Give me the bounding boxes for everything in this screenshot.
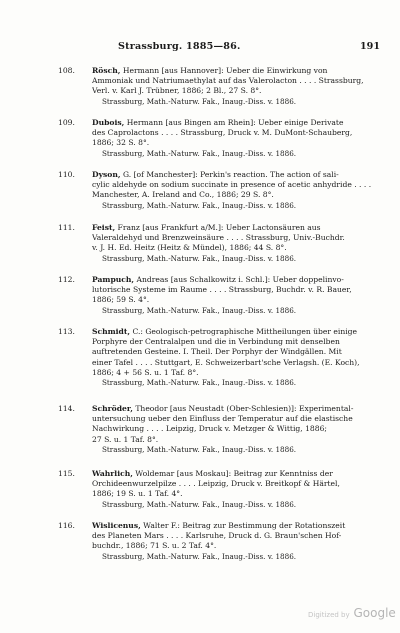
entry-author: Dubois, [92,118,125,127]
entry-title-text: Hermann [aus Hannover]: Ueber die Einwirkung von [122,66,328,75]
dissertation-note: Strassburg, Math.-Naturw. Fak., Inaug.-Diss. v. 1886. [102,444,297,454]
entry-author: Wahrlich, [92,469,133,478]
entry-line [92,404,384,414]
entry-author: Pampuch, [92,275,135,284]
dissertation-note: Strassburg, Math.-Naturw. Fak., Inaug.-Diss. v. 1886. [102,253,297,263]
page-number: 191 [359,41,380,52]
entry-line: 1886; 32 S. 8°. [92,138,150,148]
entry-number: 109. [58,118,75,127]
entry-text [92,170,384,211]
entry-line [92,327,384,337]
entry-line: 1886; 19 S. u. 1 Taf. 4°. [92,489,183,499]
entry-text [92,327,384,388]
entry-text [92,66,384,107]
entry-number: 110. [58,170,75,179]
running-head: Strassburg. 1885—86. [118,41,241,52]
entry-text [92,275,384,316]
entry-title-text: Franz [aus Frankfurt a/M.]: Ueber Lactonsäuren aus [117,223,321,232]
dissertation-note: Strassburg, Math.-Naturw. Fak., Inaug.-Diss. v. 1886. [102,148,297,158]
entry-text [92,118,384,159]
entry-line: v. J. H. Ed. Heitz (Heitz & Mündel), 1886; 44 S. 8°. [92,243,287,253]
google-watermark [308,606,396,620]
entry-author: Wislicenus, [92,521,141,530]
entry-line [92,223,384,233]
entry-text [92,223,384,264]
entry-number: 111. [58,223,75,232]
dissertation-note: Strassburg, Math.-Naturw. Fak., Inaug.-Diss. v. 1886. [102,499,297,509]
entry-line [92,521,384,531]
entry-number: 108. [58,66,75,75]
dissertation-note: Strassburg, Math.-Naturw. Fak., Inaug.-Diss. v. 1886. [102,551,297,561]
dissertation-note: Strassburg, Math.-Naturw. Fak., Inaug.-Diss. v. 1886. [102,378,297,388]
entry-line: untersuchung ueber den Einfluss der Temperatur auf die elastische [92,414,353,424]
entry-line: Orchideenwurzelpilze . . . . Leipzig, Druck v. Breitkopf & Härtel, [92,479,340,489]
entry-line: Verl. v. Karl J. Trübner, 1886; 2 Bl., 27 S. 8°. [92,86,262,96]
entry-line [92,469,384,479]
entry-number: 113. [58,327,75,336]
entry-line: einer Tafel . . . . Stuttgart, E. Schweizerbart'sche Verlagsh. (E. Koch), [92,357,360,367]
entry-text [92,521,384,562]
entry-line [92,170,384,180]
entry-line: des Planeten Mars . . . . Karlsruhe, Druck d. G. Braun'schen Hof- [92,531,342,541]
entry-title-text: G. [of Manchester]: Perkin's reaction. The action of sali- [122,170,339,179]
entry-line: cylic aldehyde on sodium succinate in presence of acetic anhydride . . . . [92,180,372,190]
entry-line: Ammoniak und Natriumaethylat auf das Valerolacton . . . . Strassburg, [92,76,364,86]
entry-title-text: Woldemar [aus Moskau]: Beitrag zur Kenntniss der [135,469,333,478]
entry-line: Nachwirkung . . . . Leipzig, Druck v. Metzger & Wittig, 1886; [92,424,327,434]
entry-line: Valeraldehyd und Brenzweinsäure . . . . Strassburg, Univ.-Buchdr. [92,233,345,243]
dissertation-note: Strassburg, Math.-Naturw. Fak., Inaug.-Diss. v. 1886. [102,305,297,315]
entry-line: Manchester, A. Ireland and Co., 1886; 29 S. 8°. [92,190,274,200]
entry-number: 115. [58,469,75,478]
entry-line [92,66,384,76]
entry-number: 116. [58,521,75,530]
entry-number: 112. [58,275,75,284]
entry-line: auftretenden Gesteine. I. Theil. Der Porphyr der Windgällen. Mit [92,347,342,357]
entry-line [92,118,384,128]
entry-text [92,404,384,455]
entry-line [92,275,384,285]
entry-line: lutorische Systeme im Raume . . . . Strassburg, Buchdr. v. R. Bauer, [92,285,352,295]
entry-title-text: Hermann [aus Bingen am Rhein]: Ueber einige Derivate [126,118,344,127]
entry-line: 1886; 59 S. 4°. [92,295,150,305]
entry-text [92,469,384,510]
entry-author: Feist, [92,223,116,232]
dissertation-note: Strassburg, Math.-Naturw. Fak., Inaug.-Diss. v. 1886. [102,200,297,210]
entry-author: Schmidt, [92,327,131,336]
entry-line: 27 S. u. 1 Taf. 8°. [92,434,159,444]
entry-author: Schröder, [92,404,133,413]
entry-author: Dyson, [92,170,121,179]
entry-line: Porphyre der Centralalpen und die in Verbindung mit denselben [92,337,340,347]
entry-title-text: Theodor [aus Neustadt (Ober-Schlesien)]: Experimental- [135,404,354,413]
page-header [118,41,380,55]
entry-line: 1886; 4 + 56 S. u. 1 Taf. 8°. [92,367,199,377]
entry-title-text: Walter F.: Beitrag zur Bestimmung der Rotationszeit [143,521,346,530]
entry-line: des Caprolactons . . . . Strassburg, Druck v. M. DuMont-Schauberg, [92,128,353,138]
entry-title-text: Andreas [aus Schalkowitz i. Schl.]: Ueber doppelinvo- [136,275,344,284]
entry-line: buchdr., 1886; 71 S. u. 2 Taf. 4°. [92,541,217,551]
entry-number: 114. [58,404,75,413]
entry-title-text: C.: Geologisch-petrographische Mittheilungen über einige [132,327,358,336]
watermark-prefix: Digitized by [308,611,350,619]
dissertation-note: Strassburg, Math.-Naturw. Fak., Inaug.-Diss. v. 1886. [102,96,297,106]
entry-author: Rösch, [92,66,121,75]
watermark-brand: Google [353,606,396,620]
